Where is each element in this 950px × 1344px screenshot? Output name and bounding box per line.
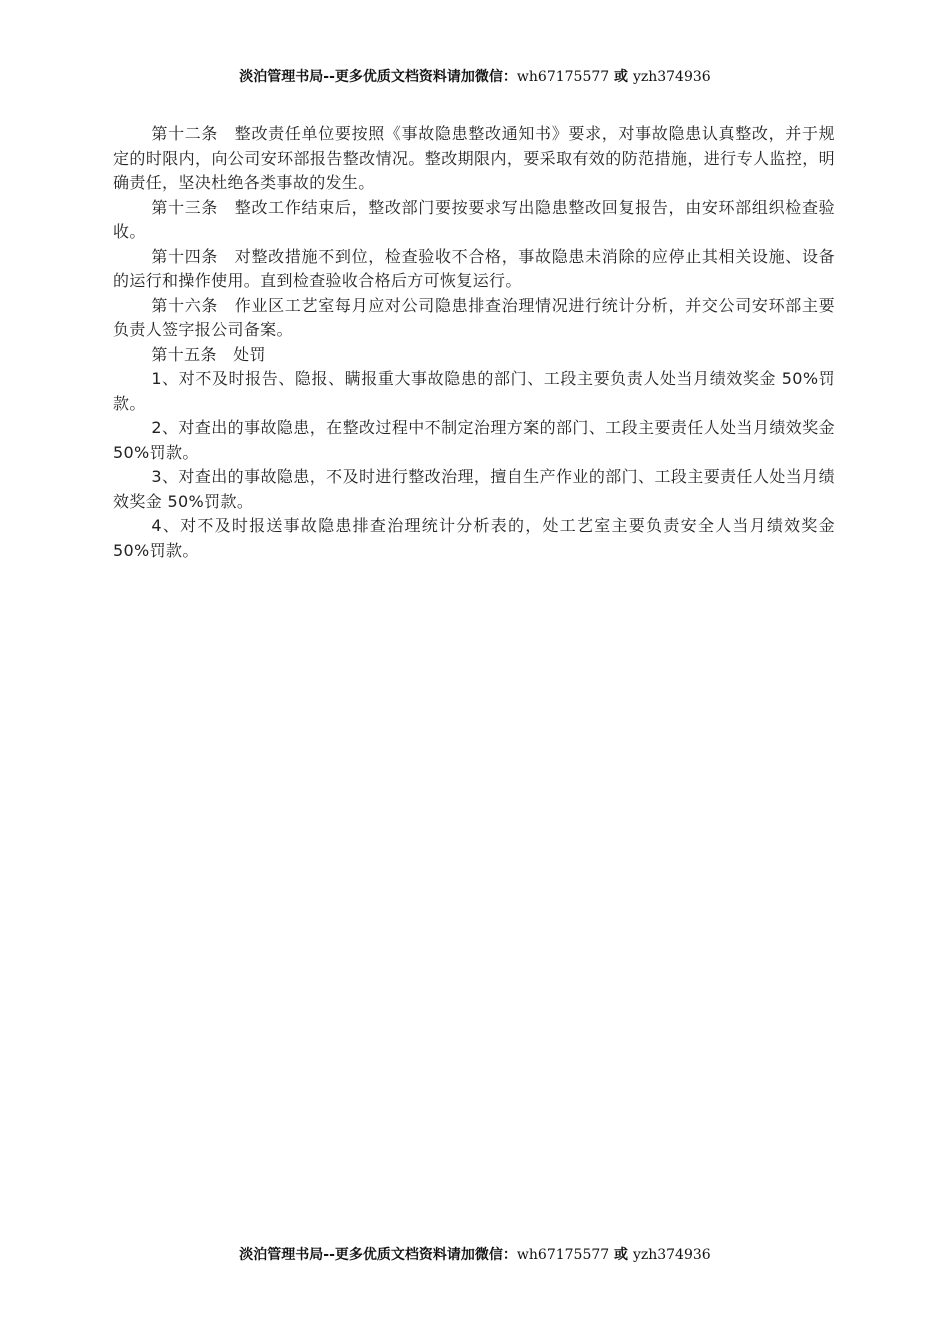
penalty-percent: 50% [113,540,150,560]
header-title: 淡泊管理书局--更多优质文档资料请加微信： [239,69,517,85]
penalty-item-suffix: 罚款。 [113,369,835,413]
page-footer [0,1246,950,1264]
penalty-item-text: 、对查出的事故隐患，在整改过程中不制定治理方案的部门、工段主要责任人处当月绩效奖金 [161,418,835,437]
footer-title: 淡泊管理书局--更多优质文档资料请加微信： [239,1247,517,1263]
document-body [113,122,835,563]
page-header [0,68,950,86]
penalty-item-suffix: 罚款。 [204,491,254,511]
penalty-item-suffix: 罚款。 [149,442,199,462]
penalty-item-4 [113,514,835,563]
penalty-item-suffix: 罚款。 [149,540,199,560]
footer-or: 或 [609,1247,633,1263]
penalty-percent: 50% [167,491,205,511]
penalty-item-number: 2 [151,418,162,437]
penalty-item-text: 、对不及时报告、隐报、瞒报重大事故隐患的部门、工段主要负责人处当月绩效奖金 [161,369,782,388]
penalty-item-3 [113,465,835,514]
penalty-item-text: 、对不及时报送事故隐患排查治理统计分析表的，处工艺室主要负责安全人当月绩效奖金 [161,516,835,535]
penalty-item-number: 1 [151,369,162,388]
penalty-item-number: 4 [151,516,162,535]
penalty-item-text: 、对查出的事故隐患，不及时进行整改治理，擅自生产作业的部门、工段主要责任人处当月绩效奖金 [113,467,835,511]
footer-wechat-id-1: wh67175577 [516,1247,610,1263]
penalty-item-1 [113,367,835,416]
article-13: 第十三条 整改工作结束后，整改部门要按要求写出隐患整改回复报告，由安环部组织检查验收。 [113,197,835,241]
article-12: 第十二条 整改责任单位要按照《事故隐患整改通知书》要求，对事故隐患认真整改，并于规定的时限内，向公司安环部报告整改情况。整改期限内，要采取有效的防范措施，进行专人监控，明确责任，坚决杜绝各类事故的发生。 [113,124,835,192]
article-16: 第十六条 作业区工艺室每月应对公司隐患排查治理情况进行统计分析，并交公司安环部主要负责人签字报公司备案。 [113,295,835,339]
header-wechat-id-1: wh67175577 [516,69,610,85]
penalty-item-number: 3 [151,467,162,486]
footer-wechat-id-2: yzh374936 [632,1247,711,1263]
penalty-percent: 50% [781,369,819,388]
article-15-heading: 第十五条 处罚 [151,344,266,364]
penalty-item-2 [113,416,835,465]
header-wechat-id-2: yzh374936 [632,69,711,85]
penalty-percent: 50% [113,442,150,462]
header-or: 或 [609,69,633,85]
article-14: 第十四条 对整改措施不到位，检查验收不合格，事故隐患未消除的应停止其相关设施、设备的运行和操作使用。直到检查验收合格后方可恢复运行。 [113,246,835,290]
